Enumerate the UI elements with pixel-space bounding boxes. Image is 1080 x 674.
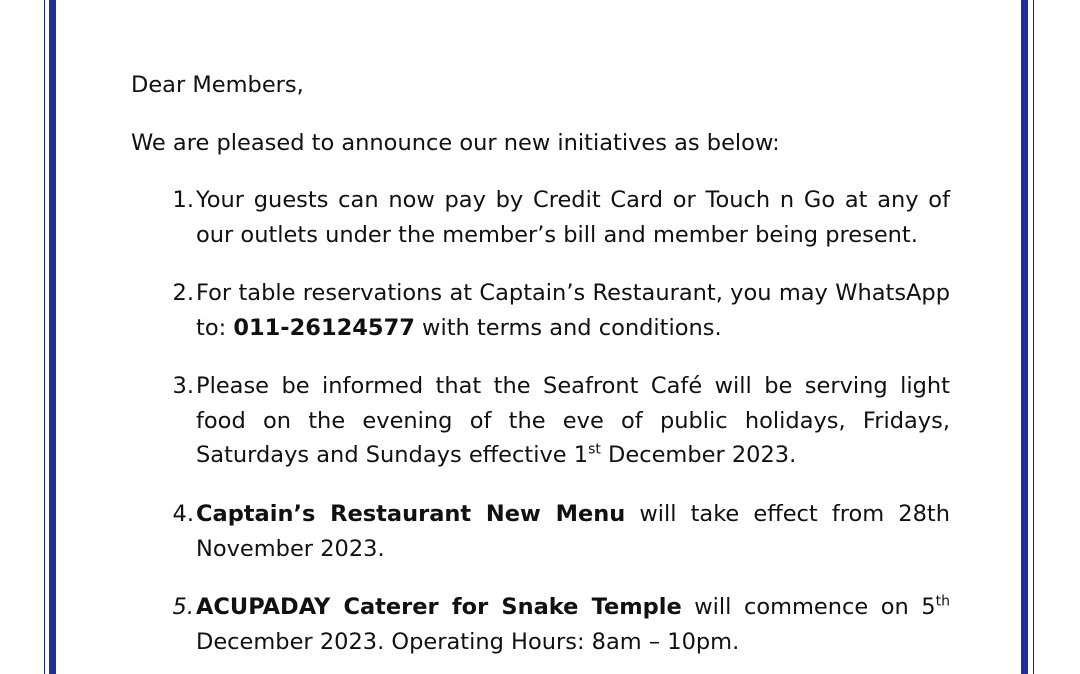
- list-item-4: [160, 497, 950, 566]
- item-4-text-after: will take effect from 28th November 2023.: [196, 501, 950, 562]
- whatsapp-number: 011-26124577: [233, 314, 415, 341]
- caterer-title: ACUPADAY Caterer for Snake Temple: [196, 594, 682, 620]
- list-item-number: 5.: [172, 594, 194, 620]
- intro-paragraph: We are pleased to announce our new initiatives as below:: [131, 130, 780, 156]
- list-item-number: 2.: [172, 280, 194, 306]
- item-5-text-after: December 2023. Operating Hours: 8am – 10pm.: [196, 628, 740, 655]
- list-item-3: [160, 369, 950, 473]
- list-item-5: [160, 590, 950, 659]
- list-item-number: 4.: [172, 501, 194, 527]
- list-item-number: 3.: [172, 373, 194, 399]
- item-2-text-after: with terms and conditions.: [414, 314, 722, 341]
- page-border-right: [1021, 0, 1028, 674]
- page-border-left-outer: [44, 0, 45, 674]
- list-item-text: [196, 183, 950, 252]
- item-1-text: Your guests can now pay by Credit Card or Touch n Go at any of our outlets under the member’s bill and member being present.: [196, 187, 950, 248]
- page-border-left: [49, 0, 56, 674]
- item-2-text-before: For table reservations at Captain’s Restaurant, you may WhatsApp to:: [196, 280, 950, 341]
- item-5-text-before: will commence on 5: [681, 594, 936, 620]
- list-item-text: [196, 497, 950, 566]
- list-item-text: [196, 276, 950, 345]
- list-item-2: [160, 276, 950, 345]
- new-menu-title: Captain’s Restaurant New Menu: [196, 501, 626, 527]
- ordinal-suffix: st: [588, 441, 601, 458]
- item-3-text-after: December 2023.: [600, 442, 797, 468]
- list-item-text: [196, 369, 950, 473]
- ordinal-suffix: th: [935, 593, 950, 610]
- page-border-right-outer: [1033, 0, 1034, 674]
- salutation: Dear Members,: [131, 72, 304, 98]
- list-item-number: 1.: [172, 187, 194, 213]
- list-item-text: [196, 590, 950, 659]
- item-3-text-before: Please be informed that the Seafront Café will be serving light food on the evening of the eve of public holidays, Fridays, Saturdays and Sundays effective 1: [196, 373, 950, 468]
- list-item-1: [160, 183, 950, 252]
